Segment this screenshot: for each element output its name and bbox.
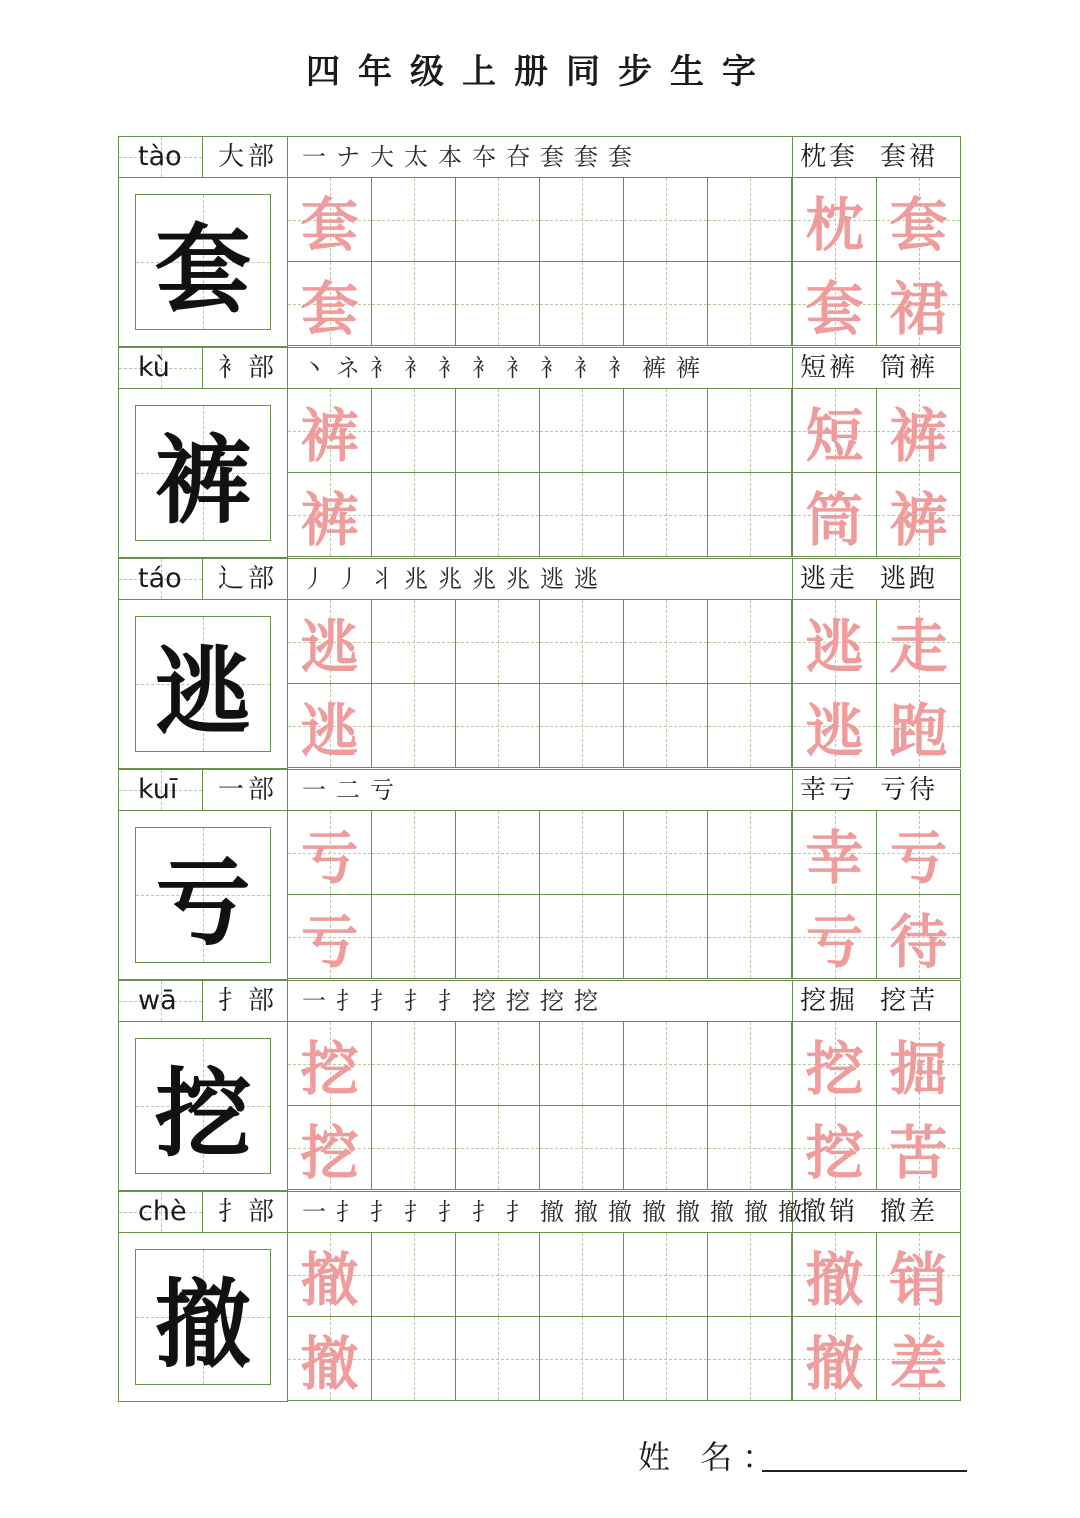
stroke-step: 套	[574, 143, 598, 171]
main-char-box	[135, 827, 271, 963]
practice-cell[interactable]	[455, 1021, 540, 1106]
stroke-step: 衤	[438, 354, 462, 382]
word-practice-cell[interactable]	[792, 177, 877, 262]
word-practice-cell[interactable]	[876, 1232, 961, 1317]
word-practice-cell[interactable]	[876, 1021, 961, 1106]
main-char-box	[135, 194, 271, 330]
stroke-step: 丶	[302, 354, 326, 382]
trace-word-character: 差	[889, 1329, 948, 1398]
word-two: 亏待	[880, 775, 939, 805]
stroke-step: 撤	[642, 1198, 666, 1226]
word-practice-cell[interactable]	[792, 599, 877, 684]
radical: 大部	[218, 142, 279, 172]
trace-word-character: 走	[889, 612, 948, 681]
trace-word-character: 销	[889, 1245, 948, 1314]
practice-cell[interactable]	[707, 1232, 792, 1317]
pinyin: táo	[138, 563, 182, 594]
stroke-step: 逃	[540, 565, 564, 593]
practice-cell[interactable]	[707, 683, 792, 768]
stroke-step: 挖	[506, 987, 530, 1015]
stroke-order	[302, 980, 598, 1022]
stroke-step: 衤	[608, 354, 632, 382]
trace-word-character: 亏	[805, 907, 864, 976]
word-practice-cell[interactable]	[876, 177, 961, 262]
trace-word-character: 短	[805, 401, 864, 470]
stroke-step: 扌	[370, 1198, 394, 1226]
practice-cell[interactable]	[623, 599, 708, 684]
radical: 衤部	[218, 353, 279, 383]
stroke-step: 撤	[676, 1198, 700, 1226]
practice-cell[interactable]	[371, 1232, 456, 1317]
word-practice-cell[interactable]	[792, 1105, 877, 1190]
stroke-step: 夲	[472, 143, 496, 171]
character-block	[118, 347, 961, 558]
stroke-step: 丿	[336, 565, 360, 593]
main-character: 套	[155, 212, 251, 326]
stroke-step: 扌	[438, 1198, 462, 1226]
stroke-step: 亏	[370, 776, 394, 804]
stroke-step: 衤	[404, 354, 428, 382]
stroke-step: 挖	[472, 987, 496, 1015]
trace-character: 挖	[300, 1118, 359, 1187]
practice-cell[interactable]	[623, 472, 708, 557]
practice-cell[interactable]	[623, 388, 708, 473]
trace-character: 挖	[300, 1034, 359, 1103]
pinyin: tào	[138, 141, 182, 172]
word-practice-cell[interactable]	[876, 1105, 961, 1190]
main-char-box	[135, 405, 271, 541]
stroke-order	[302, 136, 632, 178]
character-block	[118, 980, 961, 1191]
stroke-step: 兆	[438, 565, 462, 593]
stroke-step: 衤	[506, 354, 530, 382]
stroke-step: 一	[302, 143, 326, 171]
practice-cell[interactable]	[539, 1021, 624, 1106]
practice-cell[interactable]	[623, 810, 708, 895]
stroke-step: 扌	[404, 987, 428, 1015]
word-one: 幸亏	[800, 775, 859, 805]
stroke-step: 扌	[404, 1198, 428, 1226]
stroke-step: 兆	[506, 565, 530, 593]
word-practice-cell[interactable]	[792, 388, 877, 473]
stroke-step: 撤	[574, 1198, 598, 1226]
trace-word-character: 裤	[889, 401, 948, 470]
stroke-step: 二	[336, 776, 360, 804]
word-practice-cell[interactable]	[876, 388, 961, 473]
practice-cell[interactable]	[455, 472, 540, 557]
trace-word-character: 逃	[805, 612, 864, 681]
trace-character: 亏	[300, 823, 359, 892]
practice-cell[interactable]	[707, 1021, 792, 1106]
word-practice-cell[interactable]	[876, 472, 961, 557]
word-one: 枕套	[800, 142, 859, 172]
practice-cell[interactable]	[539, 683, 624, 768]
main-char-box	[135, 1038, 271, 1174]
character-block	[118, 1191, 961, 1402]
word-two: 逃跑	[880, 564, 939, 594]
practice-cell[interactable]	[371, 1021, 456, 1106]
stroke-step: 一	[302, 776, 326, 804]
stroke-order	[302, 347, 700, 389]
practice-cell[interactable]	[623, 683, 708, 768]
trace-character: 逃	[300, 612, 359, 681]
stroke-step: 挖	[574, 987, 598, 1015]
practice-cell[interactable]	[371, 388, 456, 473]
stroke-step: 一	[302, 987, 326, 1015]
word-practice-cell[interactable]	[876, 683, 961, 768]
practice-cell[interactable]	[371, 261, 456, 346]
stroke-step: 撤	[744, 1198, 768, 1226]
radical: 扌部	[218, 1197, 279, 1227]
stroke-step: 太	[404, 143, 428, 171]
radical: 一部	[218, 775, 279, 805]
trace-word-character: 套	[805, 274, 864, 343]
practice-cell[interactable]	[707, 894, 792, 979]
stroke-step: 套	[608, 143, 632, 171]
practice-cell[interactable]	[455, 599, 540, 684]
stroke-step: 扌	[336, 987, 360, 1015]
trace-word-character: 裙	[889, 274, 948, 343]
main-char-box	[135, 616, 271, 752]
stroke-step: 扌	[438, 987, 462, 1015]
practice-cell[interactable]	[455, 388, 540, 473]
word-two: 套裙	[880, 142, 939, 172]
trace-character: 撤	[300, 1329, 359, 1398]
practice-cell[interactable]	[707, 1105, 792, 1190]
practice-cell[interactable]	[623, 177, 708, 262]
trace-word-character: 幸	[805, 823, 864, 892]
trace-word-character: 跑	[889, 696, 948, 765]
trace-character: 撤	[300, 1245, 359, 1314]
word-practice-cell[interactable]	[792, 1021, 877, 1106]
character-block	[118, 136, 961, 347]
practice-cell[interactable]	[623, 894, 708, 979]
practice-cell[interactable]	[539, 472, 624, 557]
stroke-step: 扌	[506, 1198, 530, 1226]
stroke-step: 撤	[778, 1198, 802, 1226]
trace-word-character: 苦	[889, 1118, 948, 1187]
trace-word-character: 撤	[805, 1329, 864, 1398]
stroke-step: 衤	[472, 354, 496, 382]
practice-cell[interactable]	[455, 1105, 540, 1190]
practice-cell[interactable]	[287, 1105, 372, 1190]
practice-cell[interactable]	[539, 1316, 624, 1401]
stroke-step: 夻	[506, 143, 530, 171]
stroke-step: 裤	[676, 354, 700, 382]
word-practice-cell[interactable]	[876, 1316, 961, 1401]
stroke-step: 本	[438, 143, 462, 171]
word-practice-cell[interactable]	[876, 810, 961, 895]
main-character: 挖	[155, 1056, 251, 1170]
trace-word-character: 筒	[805, 485, 864, 554]
word-practice-cell[interactable]	[876, 894, 961, 979]
word-one: 撤销	[800, 1197, 859, 1227]
practice-cell[interactable]	[707, 177, 792, 262]
stroke-step: 裤	[642, 354, 666, 382]
trace-word-character: 待	[889, 907, 948, 976]
stroke-step: 兆	[472, 565, 496, 593]
word-two: 挖苦	[880, 986, 939, 1016]
practice-cell[interactable]	[539, 1105, 624, 1190]
main-char-box	[135, 1249, 271, 1385]
stroke-step: 逃	[574, 565, 598, 593]
trace-character: 裤	[300, 485, 359, 554]
trace-character: 亏	[300, 907, 359, 976]
trace-character: 套	[300, 190, 359, 259]
practice-cell[interactable]	[287, 599, 372, 684]
practice-cell[interactable]	[371, 810, 456, 895]
page-title: 四年级上册同步生字	[306, 52, 774, 92]
word-two: 筒裤	[880, 353, 939, 383]
practice-cell[interactable]	[455, 894, 540, 979]
word-practice-cell[interactable]	[792, 683, 877, 768]
main-character: 裤	[155, 423, 251, 537]
pinyin: kuī	[138, 774, 178, 805]
trace-character: 裤	[300, 401, 359, 470]
practice-cell[interactable]	[287, 388, 372, 473]
practice-cell[interactable]	[287, 1021, 372, 1106]
practice-cell[interactable]	[623, 261, 708, 346]
stroke-step: 兆	[404, 565, 428, 593]
practice-cell[interactable]	[707, 388, 792, 473]
practice-cell[interactable]	[287, 810, 372, 895]
practice-cell[interactable]	[539, 1232, 624, 1317]
trace-word-character: 挖	[805, 1034, 864, 1103]
character-block	[118, 558, 961, 769]
practice-cell[interactable]	[707, 261, 792, 346]
stroke-step: 衤	[370, 354, 394, 382]
practice-cell[interactable]	[371, 599, 456, 684]
word-practice-cell[interactable]	[792, 261, 877, 346]
practice-cell[interactable]	[455, 177, 540, 262]
practice-cell[interactable]	[371, 894, 456, 979]
practice-cell[interactable]	[371, 683, 456, 768]
practice-cell[interactable]	[287, 177, 372, 262]
trace-word-character: 裤	[889, 485, 948, 554]
stroke-step: 一	[302, 1198, 326, 1226]
radical: 辶部	[218, 564, 279, 594]
practice-cell[interactable]	[455, 261, 540, 346]
practice-cell[interactable]	[455, 683, 540, 768]
stroke-order	[302, 769, 394, 811]
word-practice-cell[interactable]	[876, 261, 961, 346]
word-practice-cell[interactable]	[792, 810, 877, 895]
trace-character: 套	[300, 274, 359, 343]
practice-cell[interactable]	[287, 1316, 372, 1401]
trace-word-character: 亏	[889, 823, 948, 892]
practice-cell[interactable]	[539, 599, 624, 684]
word-one: 挖掘	[800, 986, 859, 1016]
practice-cell[interactable]	[371, 472, 456, 557]
word-practice-cell[interactable]	[792, 472, 877, 557]
practice-cell[interactable]	[539, 261, 624, 346]
practice-cell[interactable]	[707, 599, 792, 684]
practice-cell[interactable]	[287, 261, 372, 346]
practice-cell[interactable]	[455, 1232, 540, 1317]
practice-cell[interactable]	[455, 1316, 540, 1401]
word-two: 撤差	[880, 1197, 939, 1227]
trace-word-character: 套	[889, 190, 948, 259]
word-practice-cell[interactable]	[792, 1232, 877, 1317]
stroke-order	[302, 1191, 802, 1233]
pinyin: wā	[138, 985, 177, 1016]
word-one: 短裤	[800, 353, 859, 383]
stroke-order	[302, 558, 598, 600]
main-character: 撤	[155, 1267, 251, 1381]
stroke-step: 大	[370, 143, 394, 171]
stroke-step: 挖	[540, 987, 564, 1015]
trace-word-character: 挖	[805, 1118, 864, 1187]
stroke-step: ネ	[336, 354, 360, 382]
main-character: 亏	[155, 845, 251, 959]
practice-cell[interactable]	[623, 1021, 708, 1106]
stroke-step: 套	[540, 143, 564, 171]
word-one: 逃走	[800, 564, 859, 594]
stroke-step: 扌	[336, 1198, 360, 1226]
practice-cell[interactable]	[371, 177, 456, 262]
practice-sheet	[118, 136, 961, 1400]
practice-cell[interactable]	[707, 1316, 792, 1401]
stroke-step: 扌	[370, 987, 394, 1015]
practice-cell[interactable]	[539, 177, 624, 262]
practice-cell[interactable]	[707, 472, 792, 557]
stroke-step: 撤	[608, 1198, 632, 1226]
practice-cell[interactable]	[539, 810, 624, 895]
character-block	[118, 769, 961, 980]
word-practice-cell[interactable]	[792, 894, 877, 979]
stroke-step: 丬	[370, 565, 394, 593]
trace-word-character: 枕	[805, 190, 864, 259]
trace-word-character: 撤	[805, 1245, 864, 1314]
name-label: 姓 名：	[638, 1438, 785, 1476]
trace-word-character: 掘	[889, 1034, 948, 1103]
stroke-step: 衤	[540, 354, 564, 382]
practice-cell[interactable]	[287, 472, 372, 557]
practice-cell[interactable]	[287, 683, 372, 768]
practice-cell[interactable]	[371, 1105, 456, 1190]
radical: 扌部	[218, 986, 279, 1016]
stroke-step: 丿	[302, 565, 326, 593]
stroke-step: 扌	[472, 1198, 496, 1226]
stroke-step: ナ	[336, 143, 360, 171]
practice-cell[interactable]	[623, 1232, 708, 1317]
word-practice-cell[interactable]	[792, 1316, 877, 1401]
pinyin: chè	[138, 1196, 187, 1227]
stroke-step: 衤	[574, 354, 598, 382]
word-practice-cell[interactable]	[876, 599, 961, 684]
practice-cell[interactable]	[455, 810, 540, 895]
practice-cell[interactable]	[623, 1316, 708, 1401]
name-field[interactable]	[762, 1470, 967, 1472]
main-character: 逃	[155, 634, 251, 748]
pinyin: kù	[138, 352, 170, 383]
practice-cell[interactable]	[623, 1105, 708, 1190]
practice-cell[interactable]	[539, 388, 624, 473]
practice-cell[interactable]	[539, 894, 624, 979]
practice-cell[interactable]	[287, 894, 372, 979]
practice-cell[interactable]	[371, 1316, 456, 1401]
trace-word-character: 逃	[805, 696, 864, 765]
trace-character: 逃	[300, 696, 359, 765]
practice-cell[interactable]	[287, 1232, 372, 1317]
practice-cell[interactable]	[707, 810, 792, 895]
stroke-step: 撤	[540, 1198, 564, 1226]
stroke-step: 撤	[710, 1198, 734, 1226]
